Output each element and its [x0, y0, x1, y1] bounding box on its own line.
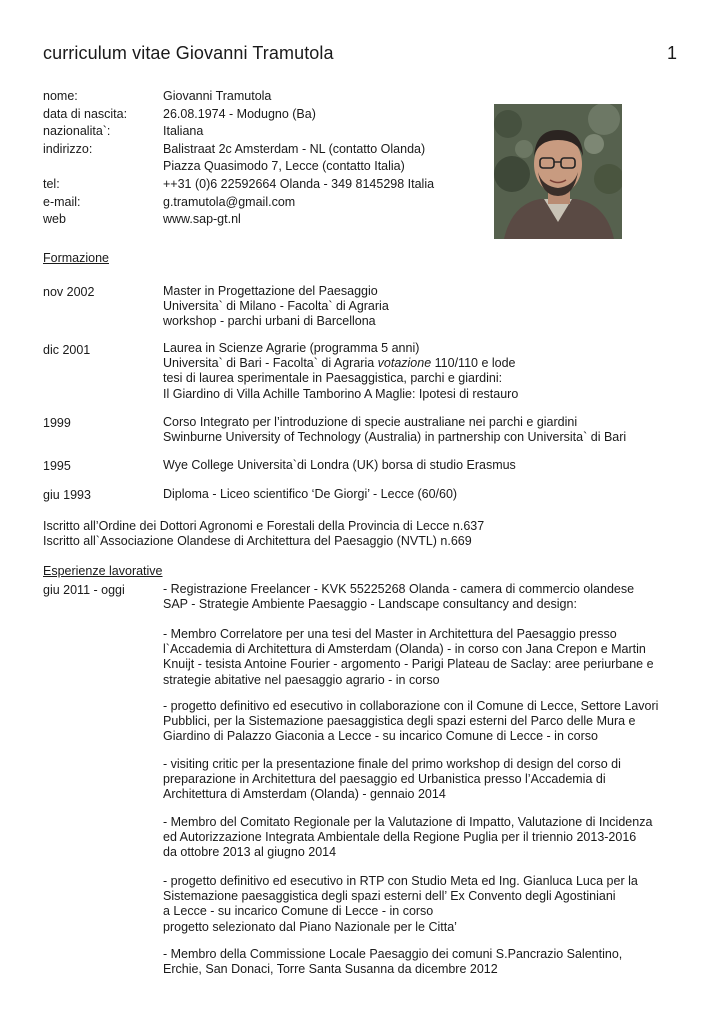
edu-line: Il Giardino di Villa Achille Tamborino A Maglie: Ipotesi di restauro — [163, 386, 519, 401]
edu-line: Swinburne University of Technology (Australia) in partnership con Universita` di Bari — [163, 430, 627, 445]
edu-date: 1999 — [43, 416, 71, 430]
edu-entry-erasmus — [163, 458, 516, 473]
work-paragraph — [163, 627, 654, 688]
edu-date: 1995 — [43, 459, 71, 473]
edu-line: Wye College Universita`di Londra (UK) borsa di studio Erasmus — [163, 458, 516, 472]
work-line: - progetto definitivo ed esecutivo in RTP con Studio Meta ed Ing. Gianluca Luca per la — [163, 874, 638, 888]
work-line: preparazione in Architettura del paesaggio ed Urbanistica presso l’Accademia di — [163, 772, 606, 787]
edu-entry-master — [163, 284, 389, 330]
value-web: www.sap-gt.nl — [163, 212, 241, 226]
edu-line: Master in Progettazione del Paesaggio — [163, 284, 378, 298]
vote-value: 110/110 e lode — [431, 356, 516, 371]
edu-entry-corso — [163, 415, 626, 445]
work-line: - Membro del Comitato Regionale per la Valutazione di Impatto, Valutazione di Incidenza — [163, 815, 653, 829]
label-address: indirizzo: — [43, 142, 93, 156]
registrations — [43, 519, 484, 549]
work-paragraph — [163, 757, 621, 803]
work-line: - Membro della Commissione Locale Paesaggio dei comuni S.Pancrazio Salentino, — [163, 947, 623, 961]
edu-entry-laurea — [163, 341, 518, 402]
work-line: Erchie, San Donaci, Torre Santa Susanna da dicembre 2012 — [163, 962, 498, 977]
work-line: - Registrazione Freelancer - KVK 55225268 Olanda - camera di commercio olandese — [163, 582, 635, 596]
section-heading-formazione: Formazione — [43, 251, 109, 265]
edu-line-text: Universita` di Bari - Facolta` di Agraria — [163, 356, 378, 371]
work-line: Architettura di Amsterdam (Olanda) - gennaio 2014 — [163, 787, 446, 802]
registration-line: Iscritto all’Ordine dei Dottori Agronomi e Forestali della Provincia di Lecce n.637 — [43, 519, 485, 533]
value-tel: ++31 (0)6 22592664 Olanda - 349 8145298 Italia — [163, 177, 435, 191]
edu-line: Corso Integrato per l’introduzione di specie australiane nei parchi e giardini — [163, 415, 578, 429]
work-line: SAP - Strategie Ambiente Paesaggio - Landscape consultancy and design: — [163, 597, 577, 612]
edu-line: Universita` di Milano - Facolta` di Agraria — [163, 299, 389, 314]
registration-line: Iscritto all`Associazione Olandese di Architettura del Paesaggio (NVTL) n.669 — [43, 534, 472, 549]
work-line: strategie abitative nel paesaggio agrario - in corso — [163, 672, 440, 687]
label-email: e-mail: — [43, 195, 81, 209]
value-birth: 26.08.1974 - Modugno (Ba) — [163, 107, 316, 121]
page-title: curriculum vitae Giovanni Tramutola — [43, 43, 334, 63]
edu-line: tesi di laurea sperimentale in Paesaggistica, parchi e giardini: — [163, 371, 503, 386]
work-line: Giardino di Palazzo Giaconia a Lecce - su incarico Comune di Lecce - in corso — [163, 729, 598, 744]
work-line: Knuijt - tesista Antoine Fourier - argomento - Parigi Plateau de Saclay: aree periurbane e — [163, 657, 654, 672]
work-line: a Lecce - su incarico Comune di Lecce - in corso — [163, 904, 434, 919]
work-date: giu 2011 - oggi — [43, 583, 125, 597]
edu-date: giu 1993 — [43, 488, 91, 502]
value-address-2: Piazza Quasimodo 7, Lecce (contatto Italia) — [163, 159, 405, 173]
work-line: - progetto definitivo ed esecutivo in collaborazione con il Comune di Lecce, Settore Lavori — [163, 699, 659, 713]
page-number: 1 — [666, 43, 677, 63]
vote-label: votazione — [377, 356, 432, 371]
edu-date: nov 2002 — [43, 285, 95, 299]
edu-line — [163, 356, 518, 371]
work-paragraph — [163, 699, 658, 745]
edu-entry-diploma — [163, 487, 457, 502]
work-line: ed Autorizzazione Integrata Ambientale della Regione Puglia per il triennio 2013-2016 — [163, 830, 637, 845]
work-line: Sistemazione paesaggistica degli spazi esterni dell’ Ex Convento degli Agostiniani — [163, 889, 616, 904]
work-line: Pubblici, per la Sistemazione paesaggistica degli spazi esterni del Parco delle Mura e — [163, 714, 636, 729]
label-name: nome: — [43, 89, 78, 103]
portrait-illustration — [494, 104, 622, 239]
label-nationality: nazionalita`: — [43, 124, 111, 138]
value-name: Giovanni Tramutola — [163, 89, 272, 103]
value-nationality: Italiana — [163, 124, 204, 138]
edu-date: dic 2001 — [43, 343, 91, 357]
portrait-photo — [494, 104, 622, 239]
work-paragraph — [163, 582, 634, 612]
label-birth: data di nascita: — [43, 107, 128, 121]
work-paragraph — [163, 874, 638, 935]
edu-line: Diploma - Liceo scientifico ‘De Giorgi’ - Lecce (60/60) — [163, 487, 458, 501]
label-web: web — [43, 212, 66, 226]
work-line: progetto selezionato dal Piano Nazionale per le Citta’ — [163, 919, 457, 934]
work-line: l`Accademia di Architettura di Amsterdam (Olanda) - in corso con Jana Crepon e Martin — [163, 642, 646, 657]
work-line: - Membro Correlatore per una tesi del Master in Architettura del Paesaggio presso — [163, 627, 617, 641]
value-address-1: Balistraat 2c Amsterdam - NL (contatto Olanda) — [163, 142, 426, 156]
work-paragraph — [163, 815, 652, 861]
work-line: - visiting critic per la presentazione finale del primo workshop di design del corso di — [163, 757, 621, 771]
value-email: g.tramutola@gmail.com — [163, 195, 296, 209]
work-line: da ottobre 2013 al giugno 2014 — [163, 845, 337, 860]
section-heading-esperienze: Esperienze lavorative — [43, 564, 163, 578]
work-paragraph — [163, 947, 622, 977]
label-tel: tel: — [43, 177, 60, 191]
edu-line: Laurea in Scienze Agrarie (programma 5 anni) — [163, 341, 420, 355]
edu-line: workshop - parchi urbani di Barcellona — [163, 314, 376, 329]
